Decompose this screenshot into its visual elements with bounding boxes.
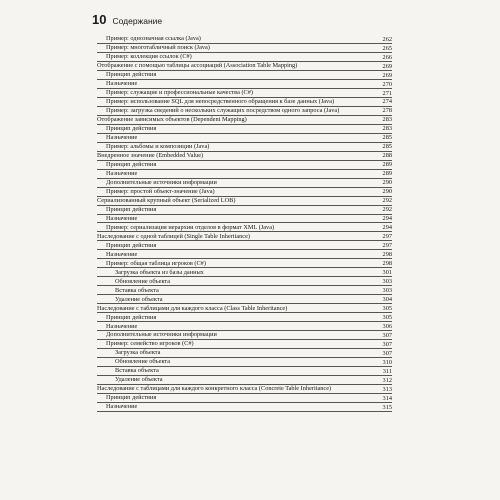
toc-entry <box>97 170 392 179</box>
toc-entry-title: Назначение <box>106 250 138 258</box>
toc-entry <box>97 188 392 197</box>
toc-entry-page: 297 <box>382 233 392 241</box>
toc-entry-title: Вставка объекта <box>115 286 159 294</box>
toc-entry-title: Обновление объекта <box>115 358 171 366</box>
toc-entry-title: Отображение зависимых объектов (Dependent Mapping) <box>97 115 247 123</box>
toc-entry-page: 301 <box>382 269 392 277</box>
toc-entry-title: Принцип действия <box>106 205 157 213</box>
toc-entry-title: Принцип действия <box>106 124 157 132</box>
toc-entry <box>97 349 392 358</box>
toc-entry-title: Пример: многотабличный поиск (Java) <box>106 43 210 51</box>
toc-entry-title: Пример: служащие и профессиональные качества (C#) <box>106 88 253 96</box>
toc-entry-page: 312 <box>382 377 392 384</box>
toc-entry-page: 274 <box>382 98 392 106</box>
toc-entry <box>97 206 392 215</box>
toc-entry-title: Дополнительные источники информации <box>106 331 217 339</box>
toc-entry <box>97 143 392 152</box>
toc-entry <box>97 358 392 367</box>
toc-entry-page: 294 <box>382 215 392 223</box>
toc-entry-title: Дополнительные источники информации <box>106 178 217 186</box>
toc-entry-title: Обновление объекта <box>115 277 171 285</box>
toc-entry <box>97 385 392 394</box>
toc-entry-page: 307 <box>382 350 392 358</box>
toc-entry-title: Пример: однозначная ссылка (Java) <box>106 35 201 42</box>
toc-entry-title: Наследование с таблицами для каждого класса (Class Table Inheritance) <box>97 304 288 312</box>
toc-entry <box>97 314 392 323</box>
toc-entry-page: 294 <box>382 224 392 232</box>
toc-entry-page: 292 <box>382 197 392 205</box>
toc-entry <box>97 116 392 125</box>
toc-entry-page: 303 <box>382 278 392 286</box>
toc-entry-page: 288 <box>382 152 392 160</box>
toc-entry <box>97 152 392 161</box>
toc-entry-title: Пример: коллекция ссылок (C#) <box>106 52 192 60</box>
toc-entry <box>97 197 392 206</box>
toc-entry-title: Пример: сериализация иерархии отделов в формат XML (Java) <box>106 223 275 231</box>
toc-entry-title: Принцип действия <box>106 241 157 249</box>
toc-entry-page: 262 <box>382 35 392 43</box>
toc-entry-title: Пример: загрузка сведений о нескольких служащих посредством одного запроса (Java) <box>106 106 340 114</box>
toc-entry <box>97 125 392 134</box>
toc-entry-page: 289 <box>382 170 392 178</box>
toc-entry <box>97 89 392 98</box>
toc-entry-page: 285 <box>382 143 392 151</box>
toc-entry <box>97 394 392 403</box>
toc-entry <box>97 340 392 349</box>
toc-entry-title: Назначение <box>106 322 138 330</box>
toc-entry-title: Сериализованный крупный объект (Serialized LOB) <box>97 196 236 204</box>
toc-entry-page: 270 <box>382 80 392 88</box>
toc-entry <box>97 260 392 269</box>
toc-entry-page: 305 <box>382 314 392 322</box>
toc-entry-page: 269 <box>382 62 392 70</box>
toc-entry-page: 306 <box>382 323 392 331</box>
toc-entry-page: 311 <box>382 368 392 376</box>
toc-entry-page: 265 <box>382 44 392 52</box>
toc-entry <box>97 251 392 260</box>
toc-entry <box>97 134 392 143</box>
toc-entry-page: 289 <box>382 161 392 169</box>
toc-entry-page: 278 <box>382 107 392 115</box>
toc-entry <box>97 376 392 385</box>
toc-entry-page: 315 <box>382 403 392 411</box>
toc-entry-title: Пример: общая таблица игроков (C#) <box>106 259 206 267</box>
toc-entry <box>97 71 392 80</box>
toc-entry-page: 285 <box>382 134 392 142</box>
toc-entry-title: Загрузка объекта <box>115 349 161 357</box>
toc-entry-page: 314 <box>382 394 392 402</box>
toc-entry-title: Отображение с помощью таблицы ассоциаций (Association Table Mapping) <box>97 61 298 69</box>
table-of-contents <box>97 35 392 412</box>
toc-entry <box>97 242 392 251</box>
toc-entry-title: Принцип действия <box>106 160 157 168</box>
toc-entry-page: 266 <box>382 53 392 61</box>
toc-entry-title: Наследование с одной таблицей (Single Table Inheritance) <box>97 232 250 240</box>
running-title: Содержание <box>112 16 163 26</box>
page-number: 10 <box>92 12 107 27</box>
toc-entry <box>97 287 392 296</box>
toc-entry <box>97 44 392 53</box>
toc-entry-title: Вставка объекта <box>115 367 159 375</box>
toc-entry <box>97 367 392 376</box>
toc-entry <box>97 80 392 89</box>
toc-entry-title: Назначение <box>106 133 138 141</box>
toc-entry <box>97 62 392 71</box>
toc-entry-page: 298 <box>382 251 392 259</box>
toc-entry <box>97 331 392 340</box>
toc-entry <box>97 161 392 170</box>
toc-entry-title: Принцип действия <box>106 394 157 402</box>
toc-entry-page: 313 <box>382 385 392 393</box>
toc-entry-title: Принцип действия <box>106 313 157 321</box>
toc-entry-page: 305 <box>382 305 392 313</box>
toc-entry <box>97 403 392 412</box>
toc-entry-page: 290 <box>382 179 392 187</box>
toc-entry-title: Пример: простой объект-значение (Java) <box>106 187 215 195</box>
toc-entry <box>97 107 392 116</box>
toc-entry-title: Пример: семейство игроков (C#) <box>106 340 194 348</box>
toc-entry-title: Назначение <box>106 79 138 87</box>
toc-entry-page: 271 <box>382 89 392 97</box>
toc-entry <box>97 233 392 242</box>
toc-entry <box>97 98 392 107</box>
toc-entry-title: Наследование с таблицами для каждого конкретного класса (Concrete Table Inheritance) <box>97 385 332 393</box>
toc-entry-page: 269 <box>382 71 392 79</box>
toc-entry-page: 283 <box>382 125 392 133</box>
toc-entry-title: Назначение <box>106 403 138 411</box>
toc-entry-title: Назначение <box>106 169 138 177</box>
toc-entry-title: Назначение <box>106 214 138 222</box>
toc-entry <box>97 269 392 278</box>
toc-entry-title: Принцип действия <box>106 70 157 78</box>
toc-entry-page: 307 <box>382 332 392 340</box>
toc-entry-page: 297 <box>382 242 392 250</box>
toc-entry-title: Внедренное значение (Embedded Value) <box>97 151 204 159</box>
toc-entry-page: 290 <box>382 188 392 196</box>
toc-entry <box>97 278 392 287</box>
toc-entry <box>97 179 392 188</box>
toc-entry-page: 304 <box>382 296 392 304</box>
toc-entry-title: Удаление объекта <box>115 295 163 303</box>
toc-entry-title: Пример: использование SQL для непосредственного обращения к базе данных (Java) <box>106 97 335 105</box>
toc-entry-title: Удаление объекта <box>115 376 163 384</box>
toc-entry-page: 298 <box>382 260 392 268</box>
toc-entry-page: 307 <box>382 341 392 349</box>
toc-entry-page: 303 <box>382 287 392 295</box>
toc-entry-page: 292 <box>382 206 392 214</box>
toc-entry <box>97 296 392 305</box>
toc-entry <box>97 35 392 44</box>
page-header <box>92 12 162 28</box>
toc-entry <box>97 215 392 224</box>
toc-entry <box>97 53 392 62</box>
toc-entry-title: Пример: альбомы и композиции (Java) <box>106 142 210 150</box>
toc-entry-page: 283 <box>382 116 392 124</box>
toc-entry <box>97 323 392 332</box>
toc-entry-page: 310 <box>382 359 392 367</box>
toc-entry-title: Загрузка объекта из базы данных <box>115 268 204 276</box>
toc-entry <box>97 305 392 314</box>
toc-entry <box>97 224 392 233</box>
